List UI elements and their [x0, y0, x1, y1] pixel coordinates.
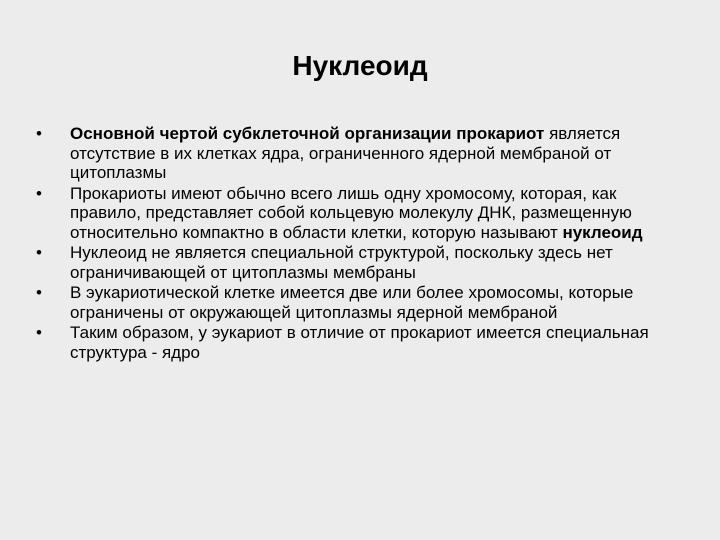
- bullet-marker: •: [36, 124, 42, 143]
- bullet-marker: •: [36, 323, 42, 342]
- bullet-item-2: [36, 184, 676, 243]
- bullet-marker: •: [36, 283, 42, 302]
- slide-title-text: Нуклеоид: [292, 50, 428, 81]
- bullet-item-3: [36, 243, 676, 282]
- bullet-list: [36, 124, 676, 363]
- bullet-marker: •: [36, 183, 42, 203]
- bullet-marker: •: [36, 243, 42, 262]
- bullet-item-4: [36, 283, 676, 322]
- slide-title: [0, 50, 720, 82]
- bullet-item-1: [36, 124, 676, 183]
- bullet-2-bold-text: нуклеоид: [562, 222, 643, 242]
- bullet-2-text: Прокариоты имеют обычно всего лишь одну хромосому, которая, как правило, представляет собой кольцевую молекулу ДНК, размещенную относительно компактно в области клетки, которую называют: [70, 183, 632, 242]
- bullet-1-text: является отсутствие в их клетках ядра, ограниченного ядерной мембраной от цитоплазмы: [70, 124, 621, 182]
- bullet-item-5: [36, 323, 676, 362]
- bullet-4-text: В эукариотической клетке имеется две или более хромосомы, которые ограничены от окружающей цитоплазмы ядерной мембраной: [70, 283, 634, 322]
- bullet-5-text: Таким образом, у эукариот в отличие от прокариот имеется специальная структура - ядро: [70, 323, 649, 362]
- bullet-3-text: Нуклеоид не является специальной структурой, поскольку здесь нет ограничивающей от цитоплазмы мембраны: [70, 243, 613, 282]
- bullet-1-bold-text: Основной чертой субклеточной организации прокариот: [70, 124, 550, 143]
